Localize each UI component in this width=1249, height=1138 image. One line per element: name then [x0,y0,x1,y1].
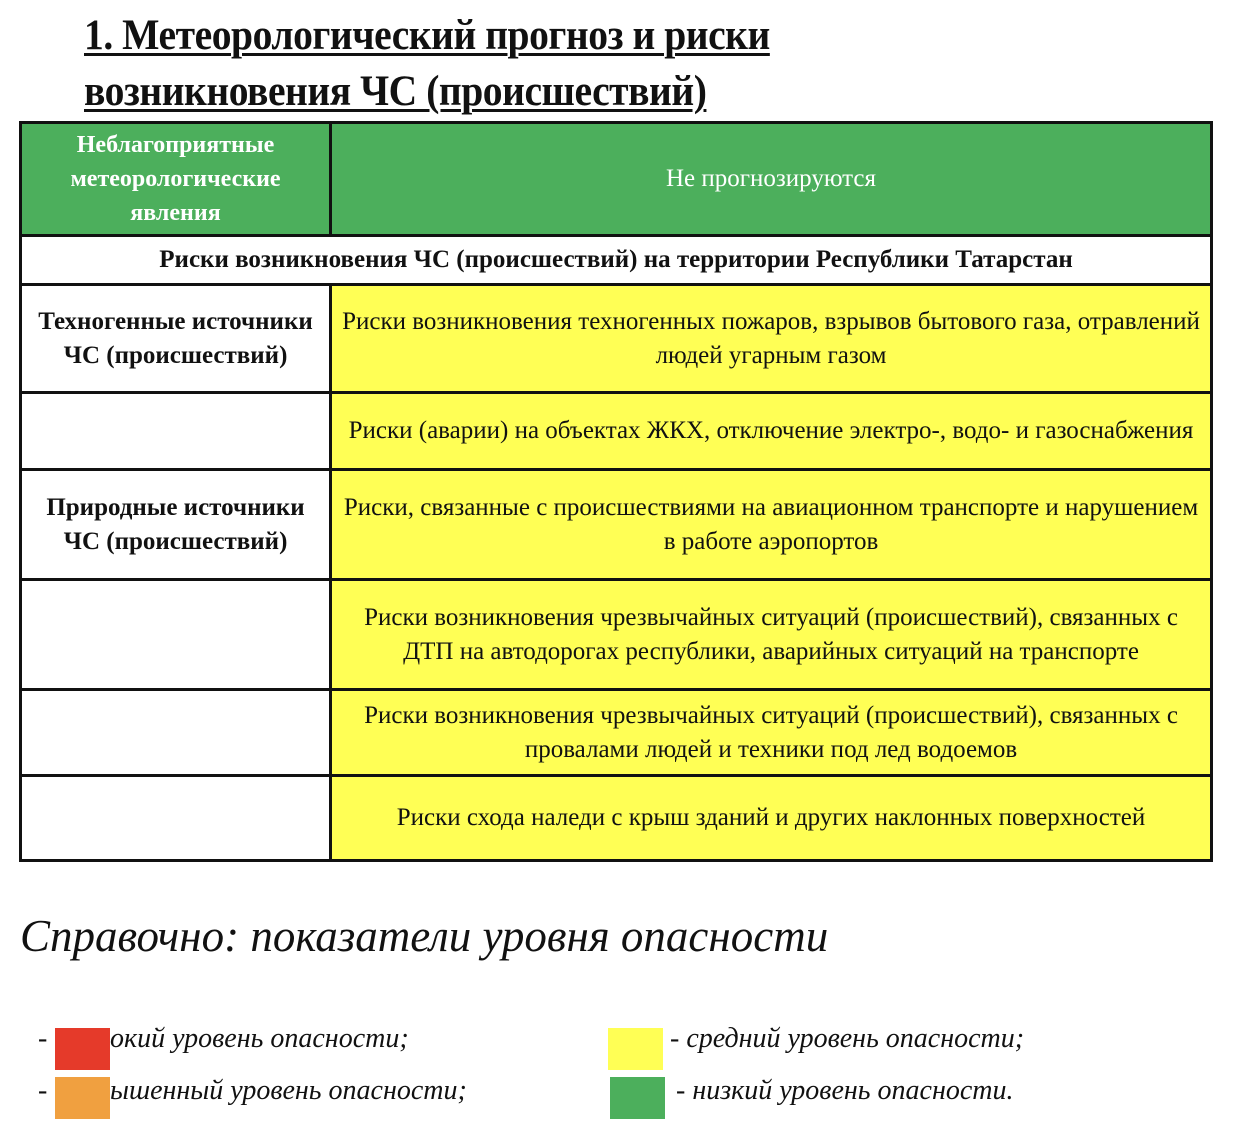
row-category [21,393,331,470]
section-row [21,236,1212,285]
row-risk: Риски возникновения техногенных пожаров, взрывов бытового газа, отравлений людей угарным газом [331,285,1212,393]
row-category [21,690,331,776]
row-risk: Риски (аварии) на объектах ЖКХ, отключение электро-, водо- и газоснабжения [331,393,1212,470]
page-title-line2: возникновения ЧС (происшествий) [84,68,707,115]
row-category [21,776,331,861]
section-title: Риски возникновения ЧС (происшествий) на территории Республики Татарстан [21,236,1212,285]
header-label: Неблагоприятные метеорологические явления [21,123,331,236]
legend-text-high: окий уровень опасности; [110,1023,409,1054]
legend-text-medium: - средний уровень опасности; [670,1023,1025,1054]
swatch-low [610,1077,665,1119]
table-row [21,285,1212,393]
table-row [21,393,1212,470]
swatch-high [55,1028,110,1070]
row-risk: Риски возникновения чрезвычайных ситуаций (происшествий), связанных с провалами людей и техники под лед водоемов [331,690,1212,776]
swatch-elevated [55,1077,110,1119]
table-row [21,580,1212,690]
row-category: Природные источники ЧС (происшествий) [21,470,331,580]
legend-text-low: - низкий уровень опасности. [676,1075,1014,1106]
table-row [21,776,1212,861]
row-category [21,580,331,690]
page-title-line1: 1. Метеорологический прогноз и риски [84,12,770,59]
header-value: Не прогнозируются [331,123,1212,236]
legend-dash: - [38,1023,48,1054]
row-risk: Риски схода наледи с крыш зданий и других наклонных поверхностей [331,776,1212,861]
reference-title: Справочно: показатели уровня опасности [20,911,829,961]
legend-text-elevated: ышенный уровень опасности; [110,1075,467,1106]
table-row [21,690,1212,776]
row-risk: Риски, связанные с происшествиями на авиационном транспорте и нарушением в работе аэропортов [331,470,1212,580]
header-row [21,123,1212,236]
risks-table [19,121,1213,862]
legend-dash: - [38,1075,48,1106]
swatch-medium [608,1028,663,1070]
row-risk: Риски возникновения чрезвычайных ситуаций (происшествий), связанных с ДТП на автодорогах республики, аварийных ситуаций на транспорте [331,580,1212,690]
table-row [21,470,1212,580]
row-category: Техногенные источники ЧС (происшествий) [21,285,331,393]
page-title [84,8,770,120]
